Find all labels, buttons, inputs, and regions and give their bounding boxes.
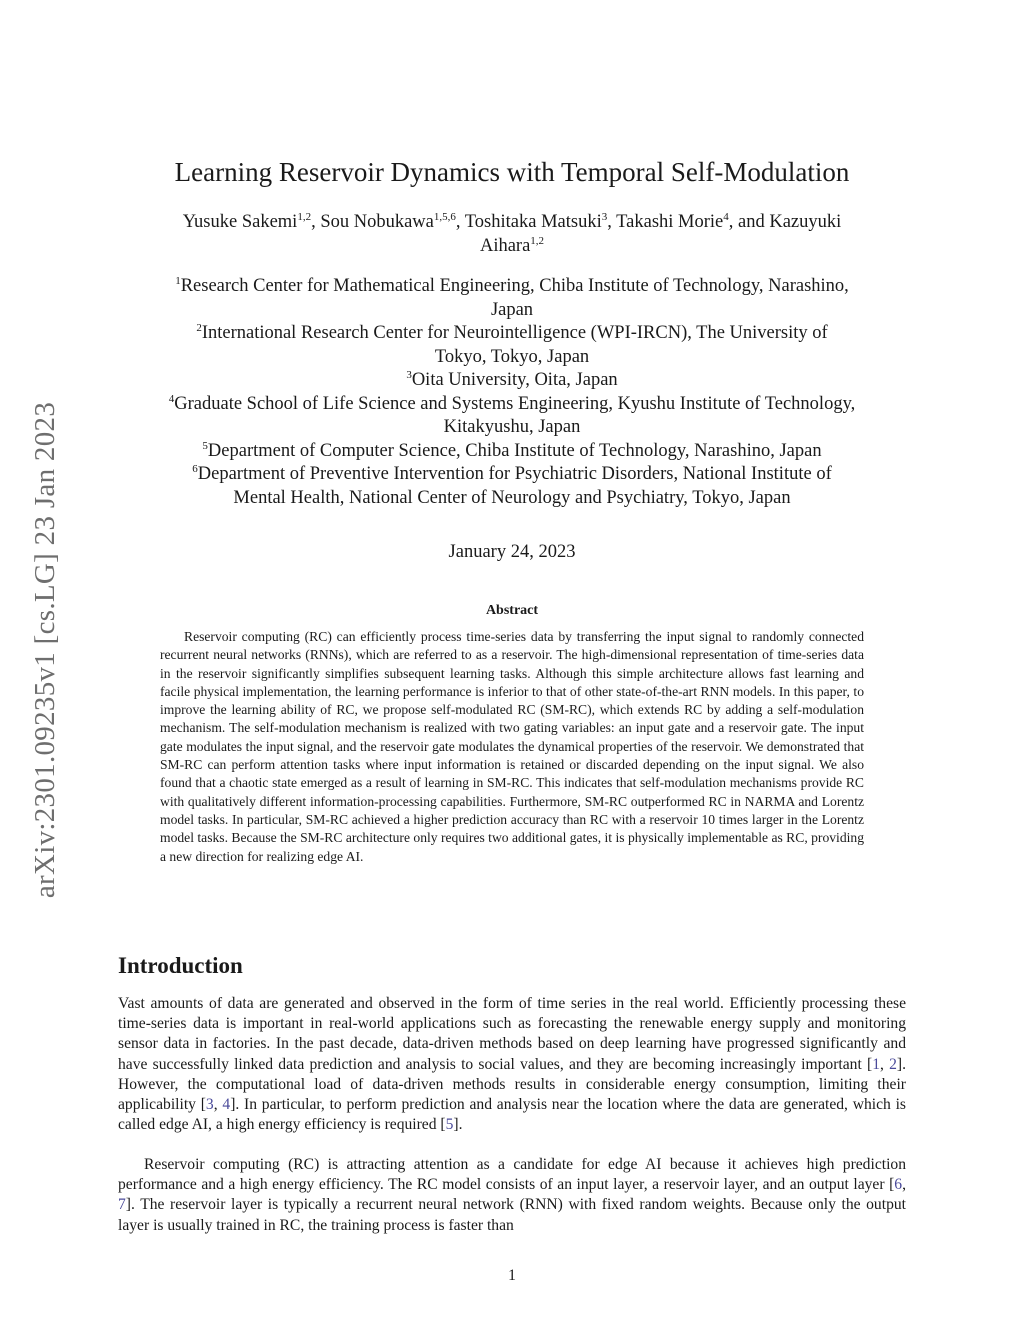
affiliation-text: Department of Computer Science, Chiba Institute of Technology, Narashino, Japan [207, 440, 822, 461]
affiliation-sup: 3 [406, 368, 412, 381]
affiliation-text: Department of Preventive Intervention for Psychiatric Disorders, National Institute of [197, 464, 832, 484]
introduction-paragraph-1 [118, 994, 906, 1135]
affiliation-sup: 5 [202, 439, 208, 452]
author-list [118, 210, 906, 258]
author-affil-sup: 4 [723, 210, 729, 223]
paragraph-text: , [902, 1176, 906, 1194]
affiliation-text: International Research Center for Neurointelligence (WPI-IRCN), The University of [201, 323, 828, 343]
paragraph-text: , [879, 1055, 890, 1073]
affiliation-3 [112, 369, 912, 393]
citation-link[interactable]: 2 [889, 1055, 897, 1073]
affiliation-sup: 1 [175, 274, 181, 287]
paragraph-text: Reservoir computing (RC) is attracting attention as a candidate for edge AI because it achieves high prediction performance and a high energy efficiency. The RC model consists of an input layer, a reservoir layer, and an output layer [ [118, 1156, 906, 1194]
introduction-paragraph-2 [118, 1155, 906, 1236]
author-affil-sup: 1,2 [297, 210, 312, 223]
paragraph-text: ]. The reservoir layer is typically a recurrent neural network (RNN) with fixed random weights. Because only the output layer is usually trained in RC, the training process is faster than [118, 1196, 906, 1234]
abstract-text: Reservoir computing (RC) can efficiently process time-series data by transferring the input signal to randomly connected recurrent neural networks (RNNs), which are referred to as a reservoir. The high-dimensional representation of time-series data in the reservoir significantly simplifies subsequent learning tasks. Although this simple architecture allows fast learning and facile physical implementation, the learning performance is inferior to that of other state-of-the-art RNN models. In this paper, to improve the learning ability of RC, we propose self-modulated RC (SM-RC), which extends RC by adding a self-modulation mechanism. The self-modulation mechanism is realized with two gating variables: an input gate and a reservoir gate. The input gate modulates the input signal, and the reservoir gate modulates the dynamical properties of the reservoir. We demonstrated that SM-RC can perform attention tasks where input information is retained or discarded depending on the input signal. We also found that a chaotic state emerged as a result of learning in SM-RC. This indicates that self-modulation mechanisms provide RC with qualitatively different information-processing capabilities. Furthermore, SM-RC outperformed RC in NARMA and Lorentz model tasks. In particular, SM-RC achieved a higher prediction accuracy than RC with a reservoir 10 times larger in the Lorentz model tasks. Because the SM-RC architecture only requires two additional gates, it is physically implementable as RC, providing a new direction for realizing edge AI. [160, 629, 864, 864]
author-affil-sup: 1,2 [530, 234, 545, 247]
author-name: , and Kazuyuki [728, 212, 842, 232]
author-name: Aihara [479, 236, 531, 256]
affiliation-sup: 6 [192, 462, 198, 475]
paper-title: Learning Reservoir Dynamics with Temporal Self-Modulation [174, 157, 850, 187]
publication-date: January 24, 2023 [448, 542, 576, 562]
affiliation-text: Research Center for Mathematical Engineering, Chiba Institute of Technology, Narashino, [180, 276, 849, 296]
abstract-heading: Abstract [485, 603, 539, 618]
citation-link[interactable]: 1 [872, 1055, 880, 1073]
affiliation-sup: 4 [168, 392, 175, 405]
paragraph-text: , [213, 1096, 223, 1114]
paragraph-text: ]. [453, 1116, 463, 1134]
page-number: 1 [508, 1267, 516, 1284]
paragraph-text: Vast amounts of data are generated and observed in the form of time series in the real world. Efficiently processing these time-series data is important in real-world applications such as forecasting the renewable energy supply and monitoring sensor data in factories. In the past decade, data-driven methods based on deep learning have progressed significantly and have successfully linked data prediction and analysis to social values, and they are becoming increasingly important [ [118, 995, 906, 1073]
citation-link[interactable]: 6 [894, 1176, 903, 1194]
introduction-heading: Introduction [118, 953, 243, 978]
paragraph-text: ]. In particular, to perform prediction and analysis near the location where the data are generated, which is called edge AI, a high energy efficiency is required [ [118, 1096, 907, 1134]
affiliation-list [112, 275, 912, 510]
citation-link[interactable]: 4 [222, 1096, 231, 1114]
affiliation-4-cont: Kitakyushu, Japan [443, 417, 581, 437]
affiliation-1-cont: Japan [490, 299, 534, 320]
citation-link[interactable]: 7 [118, 1196, 126, 1214]
author-name: , Sou Nobukawa [311, 212, 434, 232]
affiliation-sup: 2 [196, 321, 202, 334]
author-name: , Takashi Morie [607, 212, 724, 232]
author-affil-sup: 3 [601, 210, 608, 223]
affiliation-6 [112, 463, 912, 487]
affiliation-6-cont: Mental Health, National Center of Neurology and Psychiatry, Tokyo, Japan [233, 487, 791, 508]
paragraph-text: ]. However, the computational load of data-driven methods results in considerable energy consumption, limiting their applicability [ [118, 1055, 906, 1114]
author-name: Yusuke Sakemi [182, 212, 298, 232]
citation-link[interactable]: 3 [205, 1096, 214, 1114]
author-affil-sup: 1,5,6 [433, 210, 456, 223]
author-line-2 [118, 234, 906, 258]
author-line-1 [118, 210, 906, 234]
citation-link[interactable]: 5 [445, 1116, 454, 1134]
affiliation-5 [112, 440, 912, 464]
affiliation-1 [112, 275, 912, 299]
affiliation-text: Graduate School of Life Science and Systems Engineering, Kyushu Institute of Technology, [174, 393, 856, 414]
affiliation-4 [112, 393, 912, 417]
affiliation-2 [112, 322, 912, 346]
arxiv-stamp: arXiv:2301.09235v1 [cs.LG] 23 Jan 2023 [29, 401, 61, 899]
affiliation-2-cont: Tokyo, Tokyo, Japan [434, 346, 590, 367]
affiliation-text: Oita University, Oita, Japan [411, 370, 618, 390]
author-name: , Toshitaka Matsuki [455, 212, 602, 232]
